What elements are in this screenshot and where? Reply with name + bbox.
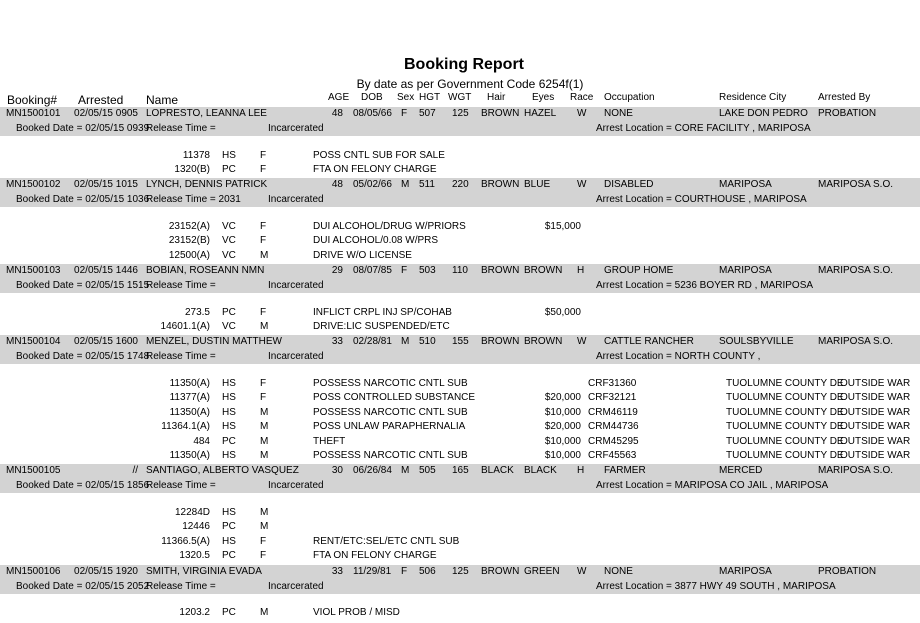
charge-code: 23152(A) bbox=[168, 221, 210, 232]
height-value: 507 bbox=[419, 108, 436, 119]
arrested-by-value: PROBATION bbox=[818, 108, 877, 119]
charge-code: 12446 bbox=[182, 521, 210, 532]
arrested-by-value: PROBATION bbox=[818, 566, 877, 577]
charge-code: 14601.1(A) bbox=[160, 321, 210, 332]
header-residence-city: Residence City bbox=[719, 92, 787, 103]
occupation-value: DISABLED bbox=[604, 179, 654, 190]
charge-case-agency: TUOLUMNE COUNTY DE bbox=[726, 436, 844, 447]
age-value: 48 bbox=[331, 108, 343, 119]
charge-bail: $10,000 bbox=[544, 436, 581, 447]
header-eyes: Eyes bbox=[532, 92, 555, 103]
release-time: Release Time = bbox=[146, 123, 216, 134]
release-time: Release Time = bbox=[146, 280, 216, 291]
charge-case-reference: OUTSIDE WAR bbox=[840, 392, 911, 403]
charge-bail: $20,000 bbox=[544, 392, 581, 403]
charge-code: 11350(A) bbox=[169, 450, 210, 461]
age-value: 48 bbox=[331, 179, 343, 190]
sex-value: M bbox=[401, 465, 410, 476]
arrest-location: Arrest Location = 5236 BOYER RD , MARIPOSA bbox=[596, 280, 814, 291]
hair-value: BROWN bbox=[481, 566, 520, 577]
charge-agency: PC bbox=[222, 550, 236, 561]
arrest-location: Arrest Location = MARIPOSA CO JAIL , MARIPOSA bbox=[596, 480, 829, 491]
charge-bail: $20,000 bbox=[544, 421, 581, 432]
charge-case-agency: TUOLUMNE COUNTY DE bbox=[726, 378, 844, 389]
charge-code: 12500(A) bbox=[168, 250, 210, 261]
charge-level: M bbox=[260, 436, 269, 447]
sex-value: F bbox=[401, 566, 408, 577]
residence-city-value: MARIPOSA bbox=[719, 179, 772, 190]
height-value: 506 bbox=[419, 566, 436, 577]
charge-case-number: CRF45563 bbox=[588, 450, 637, 461]
arrested-by-value: MARIPOSA S.O. bbox=[818, 336, 894, 347]
charge-agency: VC bbox=[222, 235, 236, 246]
charge-agency: HS bbox=[222, 450, 236, 461]
arrested-datetime: // bbox=[132, 465, 138, 476]
charge-code: 11377(A) bbox=[169, 392, 210, 403]
arrest-location: Arrest Location = 3877 HWY 49 SOUTH , MARIPOSA bbox=[596, 581, 836, 592]
charge-case-number: CRF32121 bbox=[588, 392, 637, 403]
release-time: Release Time = bbox=[146, 351, 216, 362]
height-value: 511 bbox=[419, 179, 435, 190]
residence-city-value: SOULSBYVILLE bbox=[719, 336, 794, 347]
charge-agency: HS bbox=[222, 392, 236, 403]
charge-agency: HS bbox=[222, 507, 236, 518]
height-value: 510 bbox=[419, 336, 436, 347]
booking-number: MN1500105 bbox=[6, 465, 61, 476]
header-age: AGE bbox=[328, 92, 350, 103]
charge-level: M bbox=[260, 250, 269, 261]
charge-level: F bbox=[260, 307, 267, 318]
inmate-name: SANTIAGO, ALBERTO VASQUEZ bbox=[146, 465, 299, 476]
age-value: 33 bbox=[331, 566, 343, 577]
residence-city-value: LAKE DON PEDRO bbox=[719, 108, 808, 119]
age-value: 33 bbox=[331, 336, 343, 347]
booked-date: Booked Date = 02/05/15 1036 bbox=[16, 194, 150, 205]
charge-code: 1203.2 bbox=[179, 607, 210, 618]
arrested-by-value: MARIPOSA S.O. bbox=[818, 265, 894, 276]
booking-number: MN1500106 bbox=[6, 566, 61, 577]
charge-description: POSSESS NARCOTIC CNTL SUB bbox=[313, 407, 468, 418]
charge-code: 484 bbox=[193, 436, 210, 447]
charge-description: INFLICT CRPL INJ SP/COHAB bbox=[313, 307, 452, 318]
charge-code: 11350(A) bbox=[169, 407, 210, 418]
sex-value: M bbox=[401, 336, 410, 347]
charge-description: DRIVE W/O LICENSE bbox=[313, 250, 412, 261]
weight-value: 125 bbox=[452, 108, 469, 119]
dob-value: 08/07/85 bbox=[353, 265, 392, 276]
eyes-value: BLUE bbox=[524, 179, 551, 190]
dob-value: 06/26/84 bbox=[353, 465, 392, 476]
inmate-name: MENZEL, DUSTIN MATTHEW bbox=[146, 336, 282, 347]
race-value: W bbox=[577, 108, 587, 119]
sex-value: F bbox=[401, 265, 408, 276]
charge-case-number: CRM44736 bbox=[588, 421, 639, 432]
custody-status: Incarcerated bbox=[268, 581, 324, 592]
charge-level: M bbox=[260, 407, 269, 418]
occupation-value: NONE bbox=[604, 566, 633, 577]
charge-code: 11350(A) bbox=[169, 378, 210, 389]
eyes-value: BROWN bbox=[524, 265, 563, 276]
weight-value: 155 bbox=[452, 336, 469, 347]
charge-agency: HS bbox=[222, 421, 236, 432]
header-arrested-by: Arrested By bbox=[818, 92, 871, 103]
charge-agency: PC bbox=[222, 436, 236, 447]
dob-value: 05/02/66 bbox=[353, 179, 392, 190]
charge-level: F bbox=[260, 164, 267, 175]
custody-status: Incarcerated bbox=[268, 480, 324, 491]
age-value: 29 bbox=[331, 265, 343, 276]
charge-case-number: CRM45295 bbox=[588, 436, 639, 447]
charge-code: 12284D bbox=[174, 507, 210, 518]
dob-value: 08/05/66 bbox=[353, 108, 392, 119]
arrested-datetime: 02/05/15 1015 bbox=[74, 179, 138, 190]
booked-date: Booked Date = 02/05/15 1856 bbox=[16, 480, 150, 491]
header-sex: Sex bbox=[397, 92, 415, 103]
charge-agency: PC bbox=[222, 607, 236, 618]
charge-level: F bbox=[260, 550, 267, 561]
height-value: 503 bbox=[419, 265, 436, 276]
charge-level: F bbox=[260, 150, 267, 161]
race-value: H bbox=[577, 465, 585, 476]
charge-code: 273.5 bbox=[184, 307, 210, 318]
weight-value: 165 bbox=[452, 465, 469, 476]
arrested-datetime: 02/05/15 1920 bbox=[74, 566, 138, 577]
hair-value: BROWN bbox=[481, 336, 520, 347]
booking-number: MN1500101 bbox=[6, 108, 61, 119]
charge-code: 11378 bbox=[182, 150, 210, 161]
charge-description: THEFT bbox=[313, 436, 346, 447]
charge-level: M bbox=[260, 521, 269, 532]
header-race: Race bbox=[570, 92, 594, 103]
inmate-name: LYNCH, DENNIS PATRICK bbox=[146, 179, 268, 190]
release-time: Release Time = bbox=[146, 480, 216, 491]
charge-bail: $10,000 bbox=[544, 407, 581, 418]
arrested-by-value: MARIPOSA S.O. bbox=[818, 465, 894, 476]
occupation-value: CATTLE RANCHER bbox=[604, 336, 694, 347]
header-arrested: Arrested bbox=[78, 93, 124, 107]
inmate-name: LOPRESTO, LEANNA LEE bbox=[146, 108, 267, 119]
arrested-datetime: 02/05/15 1600 bbox=[74, 336, 138, 347]
charge-code: 23152(B) bbox=[168, 235, 210, 246]
charge-agency: HS bbox=[222, 407, 236, 418]
charge-agency: VC bbox=[222, 250, 236, 261]
booked-date: Booked Date = 02/05/15 2052 bbox=[16, 581, 150, 592]
occupation-value: GROUP HOME bbox=[604, 265, 674, 276]
race-value: W bbox=[577, 179, 587, 190]
sex-value: F bbox=[401, 108, 408, 119]
hair-value: BROWN bbox=[481, 108, 520, 119]
charge-description: DUI ALCOHOL/0.08 W/PRS bbox=[313, 235, 439, 246]
occupation-value: FARMER bbox=[604, 465, 646, 476]
charge-description: RENT/ETC:SEL/ETC CNTL SUB bbox=[313, 536, 460, 547]
hair-value: BROWN bbox=[481, 265, 520, 276]
charge-code: 1320.5 bbox=[179, 550, 210, 561]
eyes-value: HAZEL bbox=[524, 108, 557, 119]
inmate-name: SMITH, VIRGINIA EVADA bbox=[146, 566, 262, 577]
eyes-value: BROWN bbox=[524, 336, 563, 347]
charge-level: F bbox=[260, 221, 267, 232]
charge-description: DUI ALCOHOL/DRUG W/PRIORS bbox=[313, 221, 466, 232]
booking-number: MN1500103 bbox=[6, 265, 61, 276]
charge-agency: PC bbox=[222, 521, 236, 532]
hair-value: BLACK bbox=[481, 465, 514, 476]
charge-code: 1320(B) bbox=[174, 164, 210, 175]
charge-description: POSS CNTL SUB FOR SALE bbox=[313, 150, 445, 161]
arrested-datetime: 02/05/15 0905 bbox=[74, 108, 138, 119]
sex-value: M bbox=[401, 179, 410, 190]
custody-status: Incarcerated bbox=[268, 194, 324, 205]
race-value: H bbox=[577, 265, 585, 276]
charge-level: M bbox=[260, 607, 269, 618]
charge-case-reference: OUTSIDE WAR bbox=[840, 436, 911, 447]
charge-description: POSS UNLAW PARAPHERNALIA bbox=[313, 421, 466, 432]
charge-agency: PC bbox=[222, 307, 236, 318]
custody-status: Incarcerated bbox=[268, 351, 324, 362]
release-time: Release Time = bbox=[146, 581, 216, 592]
header-hair: Hair bbox=[487, 92, 506, 103]
charge-code: 11364.1(A) bbox=[161, 421, 210, 432]
charge-bail: $10,000 bbox=[544, 450, 581, 461]
release-time: Release Time = 2031 bbox=[146, 194, 241, 205]
charge-bail: $15,000 bbox=[544, 221, 581, 232]
dob-value: 11/29/81 bbox=[353, 566, 392, 577]
charge-case-agency: TUOLUMNE COUNTY DE bbox=[726, 407, 844, 418]
charge-description: POSSESS NARCOTIC CNTL SUB bbox=[313, 450, 468, 461]
occupation-value: NONE bbox=[604, 108, 633, 119]
inmate-name: BOBIAN, ROSEANN NMN bbox=[146, 265, 265, 276]
charge-description: FTA ON FELONY CHARGE bbox=[313, 550, 437, 561]
residence-city-value: MERCED bbox=[719, 465, 763, 476]
charge-description: FTA ON FELONY CHARGE bbox=[313, 164, 437, 175]
report-subtitle: By date as per Government Code 6254f(1) bbox=[356, 77, 584, 91]
charge-agency: VC bbox=[222, 221, 236, 232]
custody-status: Incarcerated bbox=[268, 280, 324, 291]
header-wgt: WGT bbox=[448, 92, 472, 103]
eyes-value: BLACK bbox=[524, 465, 557, 476]
header-occupation: Occupation bbox=[604, 92, 655, 103]
booking-number: MN1500104 bbox=[6, 336, 61, 347]
charge-case-agency: TUOLUMNE COUNTY DE bbox=[726, 421, 844, 432]
charge-level: F bbox=[260, 378, 267, 389]
height-value: 505 bbox=[419, 465, 436, 476]
report-title: Booking Report bbox=[404, 56, 524, 73]
header-name: Name bbox=[146, 93, 179, 107]
charge-description: DRIVE:LIC SUSPENDED/ETC bbox=[313, 321, 450, 332]
charge-case-reference: OUTSIDE WAR bbox=[840, 407, 911, 418]
charge-level: F bbox=[260, 536, 267, 547]
header-booking: Booking# bbox=[7, 93, 58, 107]
arrest-location: Arrest Location = NORTH COUNTY , bbox=[596, 351, 761, 362]
charge-level: M bbox=[260, 450, 269, 461]
charge-description: VIOL PROB / MISD bbox=[313, 607, 400, 618]
header-dob: DOB bbox=[361, 92, 383, 103]
booking-number: MN1500102 bbox=[6, 179, 61, 190]
header-hgt: HGT bbox=[419, 92, 441, 103]
arrest-location: Arrest Location = COURTHOUSE , MARIPOSA bbox=[596, 194, 807, 205]
charge-level: F bbox=[260, 235, 267, 246]
weight-value: 110 bbox=[452, 265, 468, 276]
charge-level: M bbox=[260, 421, 269, 432]
charge-case-reference: OUTSIDE WAR bbox=[840, 378, 911, 389]
charge-case-agency: TUOLUMNE COUNTY DE bbox=[726, 450, 844, 461]
charge-agency: PC bbox=[222, 164, 236, 175]
charge-agency: HS bbox=[222, 536, 236, 547]
hair-value: BROWN bbox=[481, 179, 520, 190]
charge-case-number: CRM46119 bbox=[588, 407, 638, 418]
charge-level: M bbox=[260, 507, 269, 518]
charge-agency: HS bbox=[222, 378, 236, 389]
age-value: 30 bbox=[331, 465, 343, 476]
arrest-location: Arrest Location = CORE FACILITY , MARIPOSA bbox=[596, 123, 811, 134]
residence-city-value: MARIPOSA bbox=[719, 265, 772, 276]
dob-value: 02/28/81 bbox=[353, 336, 392, 347]
custody-status: Incarcerated bbox=[268, 123, 324, 134]
charge-bail: $50,000 bbox=[544, 307, 581, 318]
weight-value: 125 bbox=[452, 566, 469, 577]
charge-description: POSS CONTROLLED SUBSTANCE bbox=[313, 392, 476, 403]
residence-city-value: MARIPOSA bbox=[719, 566, 772, 577]
charge-case-number: CRF31360 bbox=[588, 378, 637, 389]
charge-case-reference: OUTSIDE WAR bbox=[840, 421, 911, 432]
charge-description: POSSESS NARCOTIC CNTL SUB bbox=[313, 378, 468, 389]
arrested-by-value: MARIPOSA S.O. bbox=[818, 179, 894, 190]
race-value: W bbox=[577, 336, 587, 347]
eyes-value: GREEN bbox=[524, 566, 560, 577]
booked-date: Booked Date = 02/05/15 1748 bbox=[16, 351, 150, 362]
charge-agency: HS bbox=[222, 150, 236, 161]
booked-date: Booked Date = 02/05/15 0939 bbox=[16, 123, 150, 134]
charge-case-reference: OUTSIDE WAR bbox=[840, 450, 911, 461]
charge-case-agency: TUOLUMNE COUNTY DE bbox=[726, 392, 844, 403]
charge-level: F bbox=[260, 392, 267, 403]
race-value: W bbox=[577, 566, 587, 577]
booked-date: Booked Date = 02/05/15 1515 bbox=[16, 280, 150, 291]
charge-level: M bbox=[260, 321, 269, 332]
charge-code: 11366.5(A) bbox=[161, 536, 210, 547]
weight-value: 220 bbox=[452, 179, 469, 190]
charge-agency: VC bbox=[222, 321, 236, 332]
arrested-datetime: 02/05/15 1446 bbox=[74, 265, 138, 276]
